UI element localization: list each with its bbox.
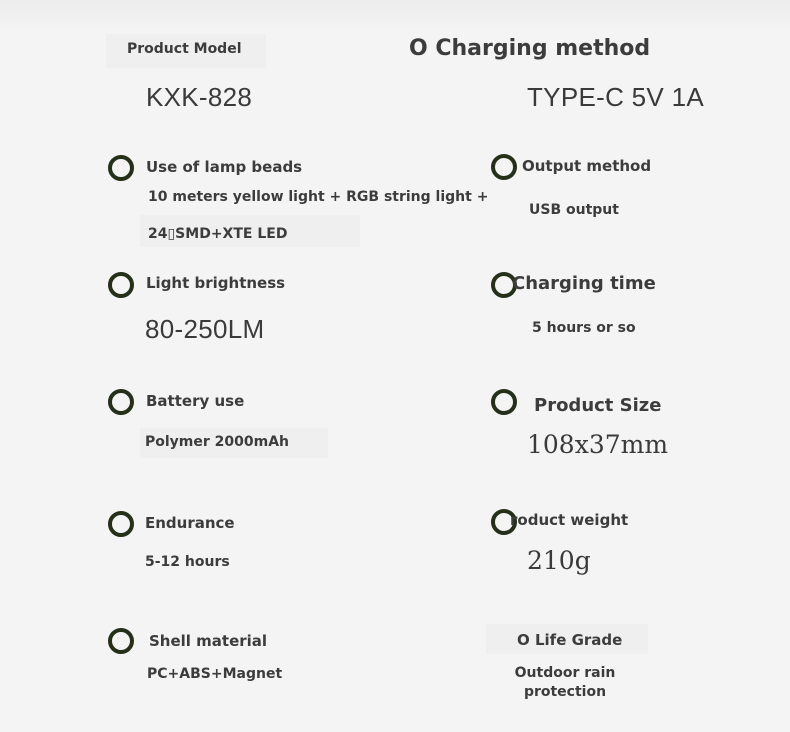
endurance-value: 5-12 hours xyxy=(145,554,230,570)
bullet-ring-icon xyxy=(108,389,134,415)
bullet-ring-icon xyxy=(491,154,517,180)
lamp-beads-label: Use of lamp beads xyxy=(146,158,303,176)
shell-value: PC+ABS+Magnet xyxy=(147,666,283,682)
brightness-label: Light brightness xyxy=(146,274,286,292)
bullet-ring-icon xyxy=(108,628,134,654)
life-grade-label: O Life Grade xyxy=(517,631,623,649)
lamp-beads-value-line1: 10 meters yellow light + RGB string light + xyxy=(148,189,489,205)
lamp-beads-value-line2: 24▯SMD+XTE LED xyxy=(148,226,288,242)
charging-time-label: Charging time xyxy=(512,273,656,294)
life-grade-value-line1: Outdoor rain xyxy=(514,665,616,681)
battery-value: Polymer 2000mAh xyxy=(145,434,290,450)
brightness-value: 80-250LM xyxy=(145,314,265,344)
output-value: USB output xyxy=(529,202,619,218)
charging-method-label: O Charging method xyxy=(409,36,651,61)
product-size-value: 108x37mm xyxy=(527,430,669,459)
product-model-value: KXK-828 xyxy=(146,82,253,112)
output-label: Output method xyxy=(522,157,652,175)
endurance-label: Endurance xyxy=(145,514,235,532)
product-model-label: Product Model xyxy=(127,41,242,57)
battery-label: Battery use xyxy=(146,392,245,410)
bullet-ring-icon xyxy=(108,155,134,181)
product-weight-value: 210g xyxy=(527,546,591,575)
product-size-label: Product Size xyxy=(534,395,662,416)
bullet-ring-icon xyxy=(108,272,134,298)
charging-method-value: TYPE-C 5V 1A xyxy=(527,82,704,112)
bullet-ring-icon xyxy=(108,511,134,537)
life-grade-value-line2: protection xyxy=(523,684,607,700)
top-shading xyxy=(0,0,790,30)
charging-time-value: 5 hours or so xyxy=(532,320,636,336)
shell-label: Shell material xyxy=(149,632,268,650)
bullet-ring-icon xyxy=(491,389,517,415)
product-weight-label: roduct weight xyxy=(510,511,629,529)
